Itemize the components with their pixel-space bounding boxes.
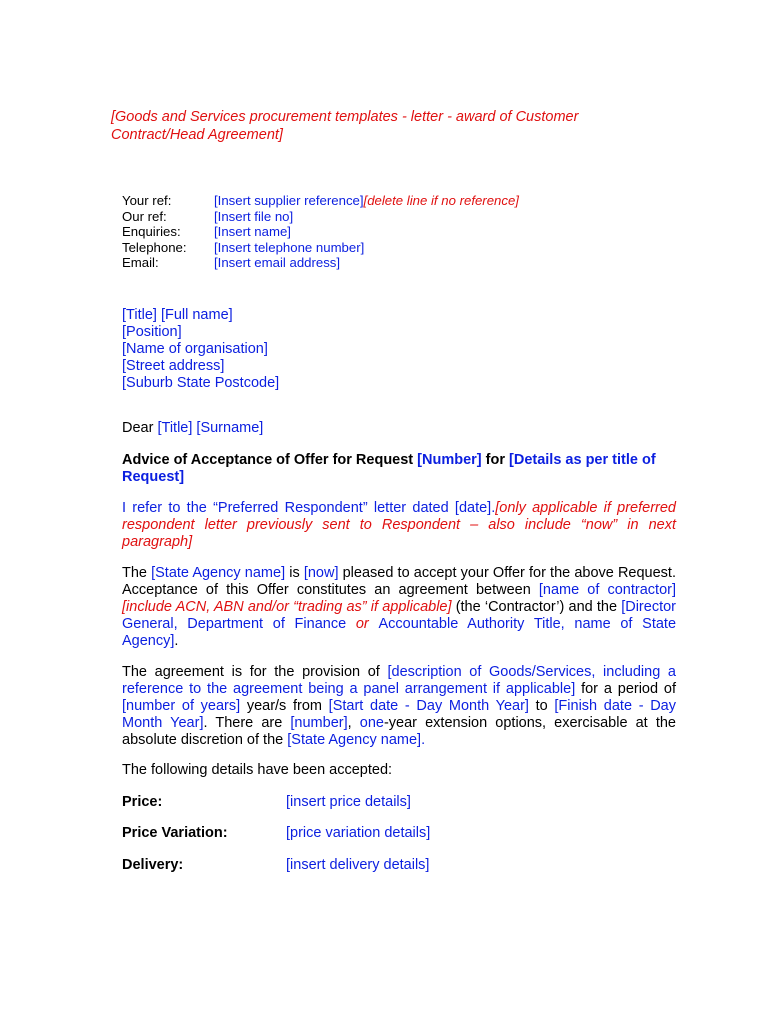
description-placeholder: [description of Goods/Services, including a reference to the agreement being a panel arrangement if applicable] xyxy=(122,664,676,697)
detail-value: [insert delivery details] xyxy=(286,857,430,873)
ref-label: Your ref: xyxy=(122,193,172,208)
acceptance-paragraph xyxy=(122,565,676,650)
one-placeholder: one xyxy=(359,715,384,731)
ref-label: Enquiries: xyxy=(122,224,181,239)
detail-label: Delivery: xyxy=(122,857,184,873)
detail-value: [insert price details] xyxy=(286,794,411,810)
text: (the ‘Contractor’) and the xyxy=(451,599,622,615)
instruction: [include ACN, ABN and/or “trading as” if applicable] xyxy=(122,599,452,615)
address-line: [Name of organisation] xyxy=(122,341,268,357)
agreement-paragraph xyxy=(122,664,676,749)
detail-row-price-variation xyxy=(122,825,430,842)
ref-label: Email: xyxy=(122,255,159,270)
authority-placeholder: Accountable Authority Title, name of State Agency] xyxy=(122,616,677,649)
detail-label: Price Variation: xyxy=(122,825,228,841)
director-placeholder: [Director General, Department of Finance xyxy=(122,599,676,632)
instruction: or xyxy=(346,616,379,632)
ref-value: [Insert name] xyxy=(214,224,291,239)
detail-label: Price: xyxy=(122,794,163,810)
subject-number: [Number] xyxy=(417,452,482,468)
address-line: [Title] [Full name] xyxy=(122,307,233,323)
text: is xyxy=(285,565,304,581)
text: pleased to accept your Offer for the above Request. Acceptance of this Offer constitutes an agreement between xyxy=(122,565,676,598)
detail-value: [price variation details] xyxy=(286,825,431,841)
ref-row-email xyxy=(122,255,519,271)
text: to xyxy=(528,698,555,714)
number-placeholder: [number] xyxy=(290,715,348,731)
text: , xyxy=(347,715,360,731)
ref-value: [Insert file no] xyxy=(214,208,294,224)
subject-details: [Details as per title of Request] xyxy=(122,452,656,485)
text: The xyxy=(122,565,152,581)
ref-value: [Insert supplier reference] xyxy=(214,193,364,208)
text: . xyxy=(174,633,179,649)
ref-value: [Insert telephone number] xyxy=(214,239,365,255)
address-line: [Suburb State Postcode] xyxy=(122,375,280,391)
subject-line xyxy=(122,452,676,486)
address-line: [Position] xyxy=(122,324,182,340)
text: . There are xyxy=(203,715,291,731)
agency-placeholder: [State Agency name] xyxy=(287,732,422,748)
start-date-placeholder: [Start date - Day Month Year] xyxy=(328,698,529,714)
ref-row-your-ref xyxy=(122,193,519,209)
ref-note: [delete line if no reference] xyxy=(363,193,519,208)
subject-text: Advice of Acceptance of Offer for Request xyxy=(122,452,418,468)
address-line: [Street address] xyxy=(122,358,225,374)
ref-row-telephone xyxy=(122,240,519,256)
refer-instruction: [only applicable if preferred respondent letter previously sent to Respondent – also include “now” in next paragraph] xyxy=(122,500,676,550)
text: for a period of xyxy=(575,681,676,697)
finish-date-placeholder: [Finish date - Day Month Year] xyxy=(122,698,676,731)
now-placeholder: [now] xyxy=(303,565,339,581)
refer-paragraph xyxy=(122,500,676,551)
refer-text: I refer to the “Preferred Respondent” letter dated [date]. xyxy=(122,500,496,516)
text: year/s from xyxy=(240,698,329,714)
text: . xyxy=(421,732,426,748)
subject-text: for xyxy=(481,452,510,468)
ref-row-our-ref xyxy=(122,209,519,225)
ref-row-enquiries xyxy=(122,224,519,240)
reference-block xyxy=(122,193,519,271)
agency-placeholder: [State Agency name] xyxy=(151,565,286,581)
contractor-placeholder: [name of contractor] xyxy=(538,582,676,598)
detail-row-price xyxy=(122,794,411,811)
text: -year extension options, exercisable at the absolute discretion of the xyxy=(122,715,676,748)
salutation-name: [Title] [Surname] xyxy=(157,420,264,436)
salutation xyxy=(122,420,263,437)
salutation-prefix: Dear xyxy=(122,420,158,436)
text: The agreement is for the provision of xyxy=(122,664,388,680)
ref-value: [Insert email address] xyxy=(214,255,341,270)
ref-label: Telephone: xyxy=(122,239,187,255)
template-heading: [Goods and Services procurement templates - letter - award of Customer Contract/Head Agreement] xyxy=(111,109,579,143)
detail-row-delivery xyxy=(122,857,429,874)
recipient-address xyxy=(122,307,279,392)
years-placeholder: [number of years] xyxy=(122,698,241,714)
ref-label: Our ref: xyxy=(122,208,167,224)
following-text: The following details have been accepted: xyxy=(122,762,393,778)
